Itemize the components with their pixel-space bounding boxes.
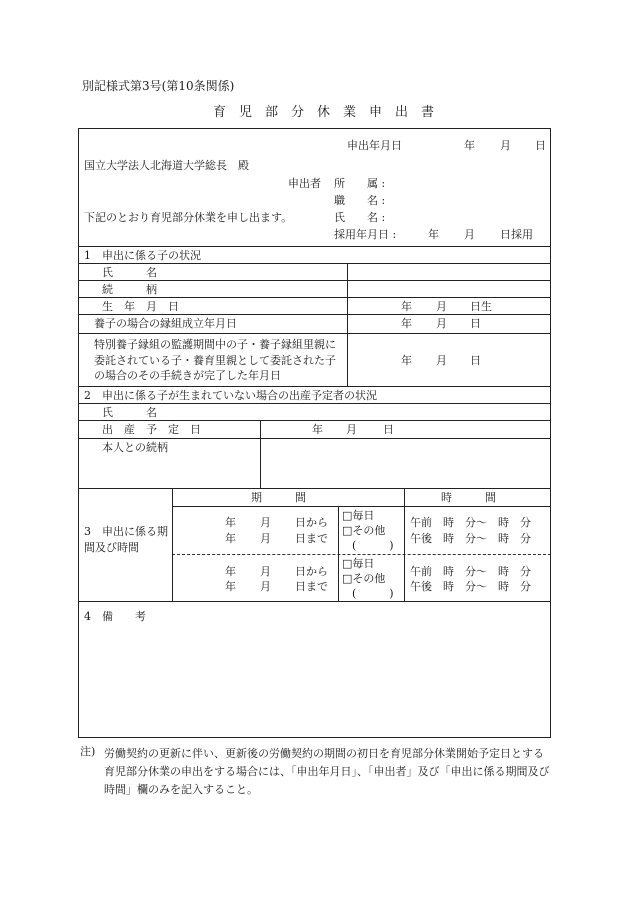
period2-to-month: 月 — [260, 580, 271, 593]
period2-from-day: 日から — [295, 565, 328, 578]
period1-from-year: 年 — [225, 516, 236, 529]
note-text: 労働契約の更新に伴い、更新後の労働契約の期間の初日を育児部分休業開始予定日とする育児部分休業の申出をする場合には、「申出年月日」、「申出者」及び「申出に係る期間及び時間」欄のみを記入すること。 — [104, 747, 550, 796]
hire-date-month: 月 — [464, 228, 475, 241]
period2-from-month: 月 — [260, 565, 271, 578]
time-header: 時 間 — [441, 491, 496, 504]
department-label: 所 属 : — [334, 177, 386, 190]
due-date-label: 出 産 予 定 日 — [102, 423, 201, 436]
period2-to-day: 日まで — [295, 580, 328, 593]
period2-to-year: 年 — [225, 580, 236, 593]
section3-label: 3 申出に係る期間及び時間 — [84, 525, 168, 554]
special-adoption-label: 特別養子縁組の監護期間中の子・養子縁組里親に委託されている子・養育里親として委託された子の場合のその手続きが完了した年月日 — [94, 338, 336, 382]
section1-heading: 1 申出に係る子の状況 — [84, 249, 201, 262]
statement: 下記のとおり育児部分休業を申し出ます。 — [84, 211, 293, 224]
period1-am-time: 午前 時 分～ 時 分 — [410, 516, 531, 529]
form-title: 育 児 部 分 休 業 申 出 書 — [213, 105, 435, 120]
period1-from-day: 日から — [295, 516, 328, 529]
adoption-date-month: 月 — [436, 317, 447, 330]
period2-other-paren: ( ) — [352, 587, 394, 600]
period2-from-year: 年 — [225, 565, 236, 578]
application-date-month: 月 — [500, 139, 511, 152]
note-label: 注) — [80, 745, 96, 758]
period2-other-checkbox[interactable]: □その他 — [342, 572, 386, 585]
application-date-year: 年 — [464, 139, 475, 152]
due-date-month: 月 — [346, 423, 357, 436]
hire-date-label: 採用年月日 : — [334, 228, 397, 241]
period1-other-paren: ( ) — [352, 539, 394, 552]
period2-daily-checkbox[interactable]: □毎日 — [342, 557, 375, 570]
application-date-day: 日 — [535, 139, 546, 152]
special-adoption-year: 年 — [401, 354, 412, 367]
child-relation-label: 続 柄 — [102, 283, 157, 296]
period1-to-day: 日まで — [295, 532, 328, 545]
hire-date-year: 年 — [428, 228, 439, 241]
period1-pm-time: 午後 時 分～ 時 分 — [410, 532, 531, 545]
application-date-label: 申出年月日 — [347, 139, 402, 152]
special-adoption-month: 月 — [436, 354, 447, 367]
adoption-date-label: 養子の場合の縁組成立年月日 — [94, 317, 237, 330]
period1-to-year: 年 — [225, 532, 236, 545]
relation-to-self-label: 本人との続柄 — [102, 441, 168, 454]
period1-to-month: 月 — [260, 532, 271, 545]
section4-heading: 4 備 考 — [84, 610, 146, 623]
period2-pm-time: 午後 時 分～ 時 分 — [410, 580, 531, 593]
position-label: 職 名 : — [334, 194, 386, 207]
period-header: 期 間 — [251, 491, 306, 504]
applicant-label: 申出者 — [288, 177, 321, 190]
birthdate-month: 月 — [436, 300, 447, 313]
period1-other-checkbox[interactable]: □その他 — [342, 524, 386, 537]
period1-from-month: 月 — [260, 516, 271, 529]
birthdate-year: 年 — [401, 300, 412, 313]
period1-daily-checkbox[interactable]: □毎日 — [342, 509, 375, 522]
expectant-name-label: 氏 名 — [102, 406, 157, 419]
hire-date-day: 日採用 — [500, 228, 533, 241]
adoption-date-year: 年 — [401, 317, 412, 330]
birthdate-day: 日生 — [470, 300, 492, 313]
form-number: 別記様式第3号(第10条関係) — [82, 79, 235, 93]
child-birthdate-label: 生 年 月 日 — [102, 300, 179, 313]
child-name-label: 氏 名 — [102, 266, 157, 279]
adoption-date-day: 日 — [470, 317, 481, 330]
due-date-day: 日 — [383, 423, 394, 436]
special-adoption-day: 日 — [470, 354, 481, 367]
section2-heading: 2 申出に係る子が生まれていない場合の出産予定者の状況 — [84, 389, 377, 402]
name-label: 氏 名 : — [334, 211, 386, 224]
period2-am-time: 午前 時 分～ 時 分 — [410, 565, 531, 578]
addressee: 国立大学法人北海道大学総長 殿 — [84, 159, 249, 172]
due-date-year: 年 — [312, 423, 323, 436]
